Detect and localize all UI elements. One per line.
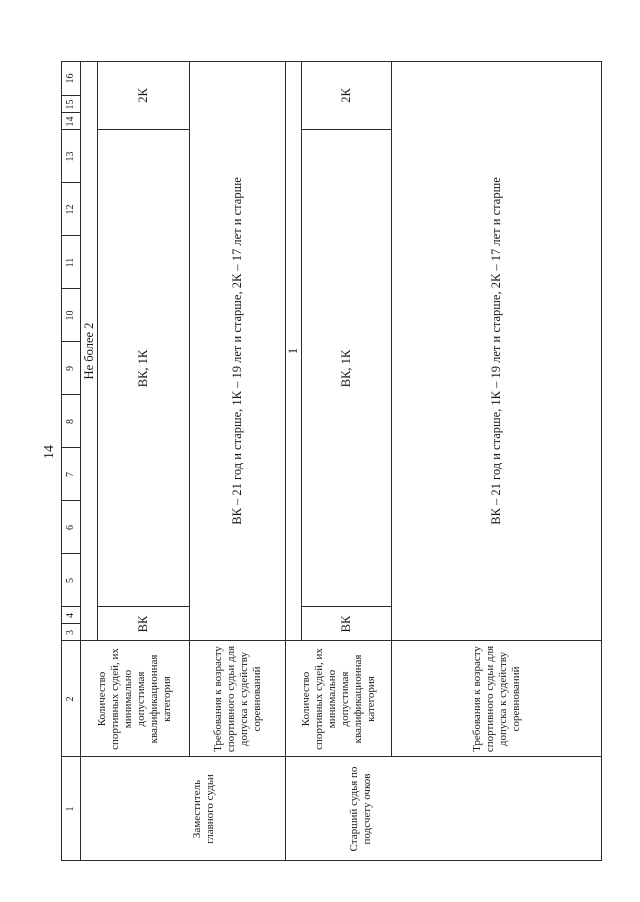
- col-header: 11: [65, 257, 76, 268]
- page-number: 14: [42, 445, 57, 459]
- category-vk-1k: ВК, 1К: [136, 349, 150, 388]
- col-header: 1: [65, 806, 76, 812]
- count-requirement-label: Количество спортивных судей, их минимально допустимая квалификационная категория: [96, 648, 173, 750]
- judges-table: [61, 61, 602, 861]
- category-vk: ВК: [339, 615, 353, 633]
- col-header: 16: [65, 73, 76, 84]
- count-limit: 1: [286, 347, 300, 355]
- col-header: 9: [65, 366, 76, 371]
- count-requirement-label: Количество спортивных судей, их минимально допустимая квалификационная категория: [299, 648, 377, 750]
- col-header: 13: [65, 151, 76, 162]
- category-vk: ВК: [136, 615, 150, 633]
- category-2k: 2К: [339, 88, 353, 103]
- position-senior-scoring-judge: Старший судья по подсчету очков: [348, 766, 373, 852]
- category-vk-1k: ВК, 1К: [339, 349, 353, 388]
- age-requirement: ВК – 21 год и старше, 1К – 19 лет и старше, 2К – 17 лет и старше: [230, 177, 244, 525]
- col-header: 3: [65, 630, 76, 635]
- col-header: 14: [65, 116, 76, 127]
- col-header: 7: [65, 472, 76, 477]
- col-header: 5: [65, 578, 76, 583]
- col-header: 6: [65, 525, 76, 530]
- col-header: 10: [65, 310, 76, 321]
- age-requirement-label: Требования к возрасту спортивного судьи для допуска к судейству соревнований: [470, 645, 522, 753]
- age-requirement: ВК – 21 год и старше, 1К – 19 лет и старше, 2К – 17 лет и старше: [489, 177, 503, 525]
- col-header: 12: [65, 204, 76, 215]
- col-header: 2: [65, 696, 76, 702]
- position-deputy-chief-judge: Заместитель главного судьи: [190, 774, 216, 844]
- age-requirement-label: Требования к возрасту спортивного судьи для допуска к судейству соревнований: [211, 645, 263, 753]
- count-limit: Не более 2: [81, 322, 96, 380]
- col-header: 4: [65, 613, 76, 618]
- col-header: 8: [65, 419, 76, 424]
- category-2k: 2К: [136, 88, 150, 103]
- col-header: 15: [65, 99, 76, 110]
